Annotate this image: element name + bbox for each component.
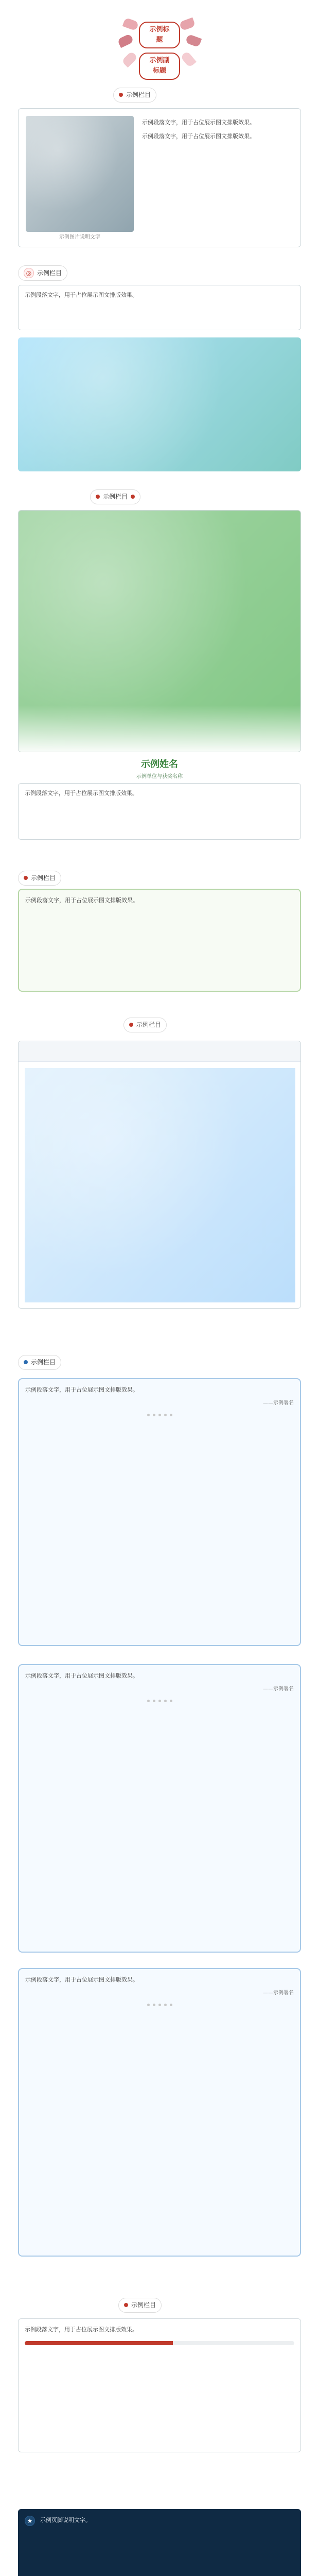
section-4-tag bbox=[18, 871, 61, 886]
section-4-card bbox=[18, 889, 301, 992]
leaf-icon bbox=[122, 18, 139, 31]
section-3 bbox=[0, 489, 319, 850]
header-title-1: 示例标题 bbox=[139, 22, 180, 48]
blue-signature-2: ——示例署名 bbox=[263, 1686, 294, 1692]
section-2-text-card bbox=[18, 285, 301, 330]
bullet-icon bbox=[129, 1023, 133, 1027]
section-7-tag bbox=[118, 2298, 162, 2313]
section-tag bbox=[118, 2298, 162, 2313]
leaf-icon bbox=[121, 51, 138, 68]
divider-dots bbox=[25, 1699, 294, 1704]
leaf-icon bbox=[185, 34, 202, 47]
section-6-tag bbox=[18, 1355, 61, 1370]
section-tag bbox=[18, 265, 67, 281]
bullet-icon bbox=[96, 495, 100, 499]
section-tag bbox=[90, 489, 140, 504]
school-event-photo bbox=[18, 337, 301, 471]
blue-card-1 bbox=[18, 1378, 301, 1646]
section-tag bbox=[113, 88, 156, 103]
section-6 bbox=[0, 1355, 319, 2277]
student-name: 示例姓名 bbox=[141, 759, 178, 770]
bullet-icon bbox=[119, 93, 123, 97]
section-3-title: 示例栏目 bbox=[103, 493, 128, 500]
bullet-icon bbox=[131, 495, 135, 499]
photo-fade bbox=[19, 705, 301, 752]
header-title-2: 示例副标题 bbox=[139, 53, 180, 79]
section-7-title: 示例栏目 bbox=[131, 2301, 156, 2309]
frame-header bbox=[19, 1041, 301, 1062]
blue-paragraph-1: 示例段落文字，用于占位展示图文排版效果。 bbox=[25, 1386, 138, 1393]
photo-caption: 示例图片说明文字 bbox=[59, 234, 100, 240]
section-5-title: 示例栏目 bbox=[136, 1021, 162, 1028]
section-1-card bbox=[18, 108, 301, 247]
blue-card-3 bbox=[18, 1968, 301, 2257]
blue-paragraph-2: 示例段落文字，用于占位展示图文排版效果。 bbox=[25, 1672, 138, 1679]
section-1-paragraph-1: 示例段落文字，用于占位展示图文排版效果。 bbox=[142, 119, 255, 126]
footer-row bbox=[25, 2516, 294, 2526]
footer-card bbox=[18, 2509, 301, 2576]
section-4-paragraph: 示例段落文字，用于占位展示图文排版效果。 bbox=[25, 897, 138, 904]
section-7 bbox=[0, 2298, 319, 2483]
section-7-paragraph: 示例段落文字，用于占位展示图文排版效果。 bbox=[25, 2326, 138, 2333]
school-icon: ◎ bbox=[24, 268, 34, 278]
section-7-card bbox=[18, 2318, 301, 2452]
classroom-photo bbox=[25, 1068, 295, 1302]
section-2 bbox=[0, 265, 319, 482]
section-2-title: 示例栏目 bbox=[37, 269, 62, 277]
bullet-icon bbox=[24, 876, 28, 880]
section-1-paragraph-2: 示例段落文字，用于占位展示图文排版效果。 bbox=[142, 133, 255, 140]
stadium-photo bbox=[26, 116, 134, 232]
section-4-title: 示例栏目 bbox=[31, 874, 56, 882]
section-3-tag bbox=[90, 489, 140, 504]
section-2-tag bbox=[18, 265, 67, 281]
section-1-text bbox=[142, 118, 294, 141]
blue-signature-3: ——示例署名 bbox=[263, 1990, 294, 1996]
leaf-icon bbox=[180, 50, 197, 67]
progress-fill bbox=[25, 2341, 173, 2345]
progress-track bbox=[25, 2341, 294, 2345]
section-4 bbox=[0, 871, 319, 1005]
header bbox=[0, 5, 319, 82]
student-subtitle: 示例单位与获奖名称 bbox=[136, 773, 183, 779]
profile-text-card bbox=[18, 783, 301, 840]
section-5-frame bbox=[18, 1041, 301, 1309]
section-5-tag bbox=[123, 1018, 167, 1032]
section-1-tag bbox=[113, 88, 156, 103]
section-tag bbox=[18, 1355, 61, 1370]
section-tag bbox=[123, 1018, 167, 1032]
leaf-icon bbox=[179, 18, 196, 31]
divider-dots bbox=[25, 2003, 294, 2008]
section-6-title: 示例栏目 bbox=[31, 1359, 56, 1366]
wreath bbox=[118, 10, 201, 75]
section-1 bbox=[0, 88, 319, 258]
divider-dots bbox=[25, 1413, 294, 1418]
section-2-paragraph: 示例段落文字，用于占位展示图文排版效果。 bbox=[25, 292, 138, 298]
footer-paragraph: 示例页脚说明文字。 bbox=[40, 2517, 91, 2523]
blue-card-2 bbox=[18, 1664, 301, 1953]
section-tag bbox=[18, 871, 61, 886]
profile-card bbox=[18, 510, 301, 752]
blue-signature-1: ——示例署名 bbox=[263, 1400, 294, 1406]
blue-paragraph-3: 示例段落文字，用于占位展示图文排版效果。 bbox=[25, 1976, 138, 1983]
bullet-icon bbox=[124, 2303, 128, 2307]
profile-name-block bbox=[18, 757, 301, 781]
leaf-icon bbox=[117, 33, 134, 48]
section-5 bbox=[0, 1018, 319, 1332]
footer bbox=[0, 2509, 319, 2576]
star-icon: ★ bbox=[25, 2516, 35, 2526]
title-block bbox=[139, 22, 180, 80]
bullet-icon bbox=[24, 1360, 28, 1364]
section-1-title: 示例栏目 bbox=[126, 91, 151, 98]
section-3-paragraph: 示例段落文字，用于占位展示图文排版效果。 bbox=[25, 790, 138, 796]
